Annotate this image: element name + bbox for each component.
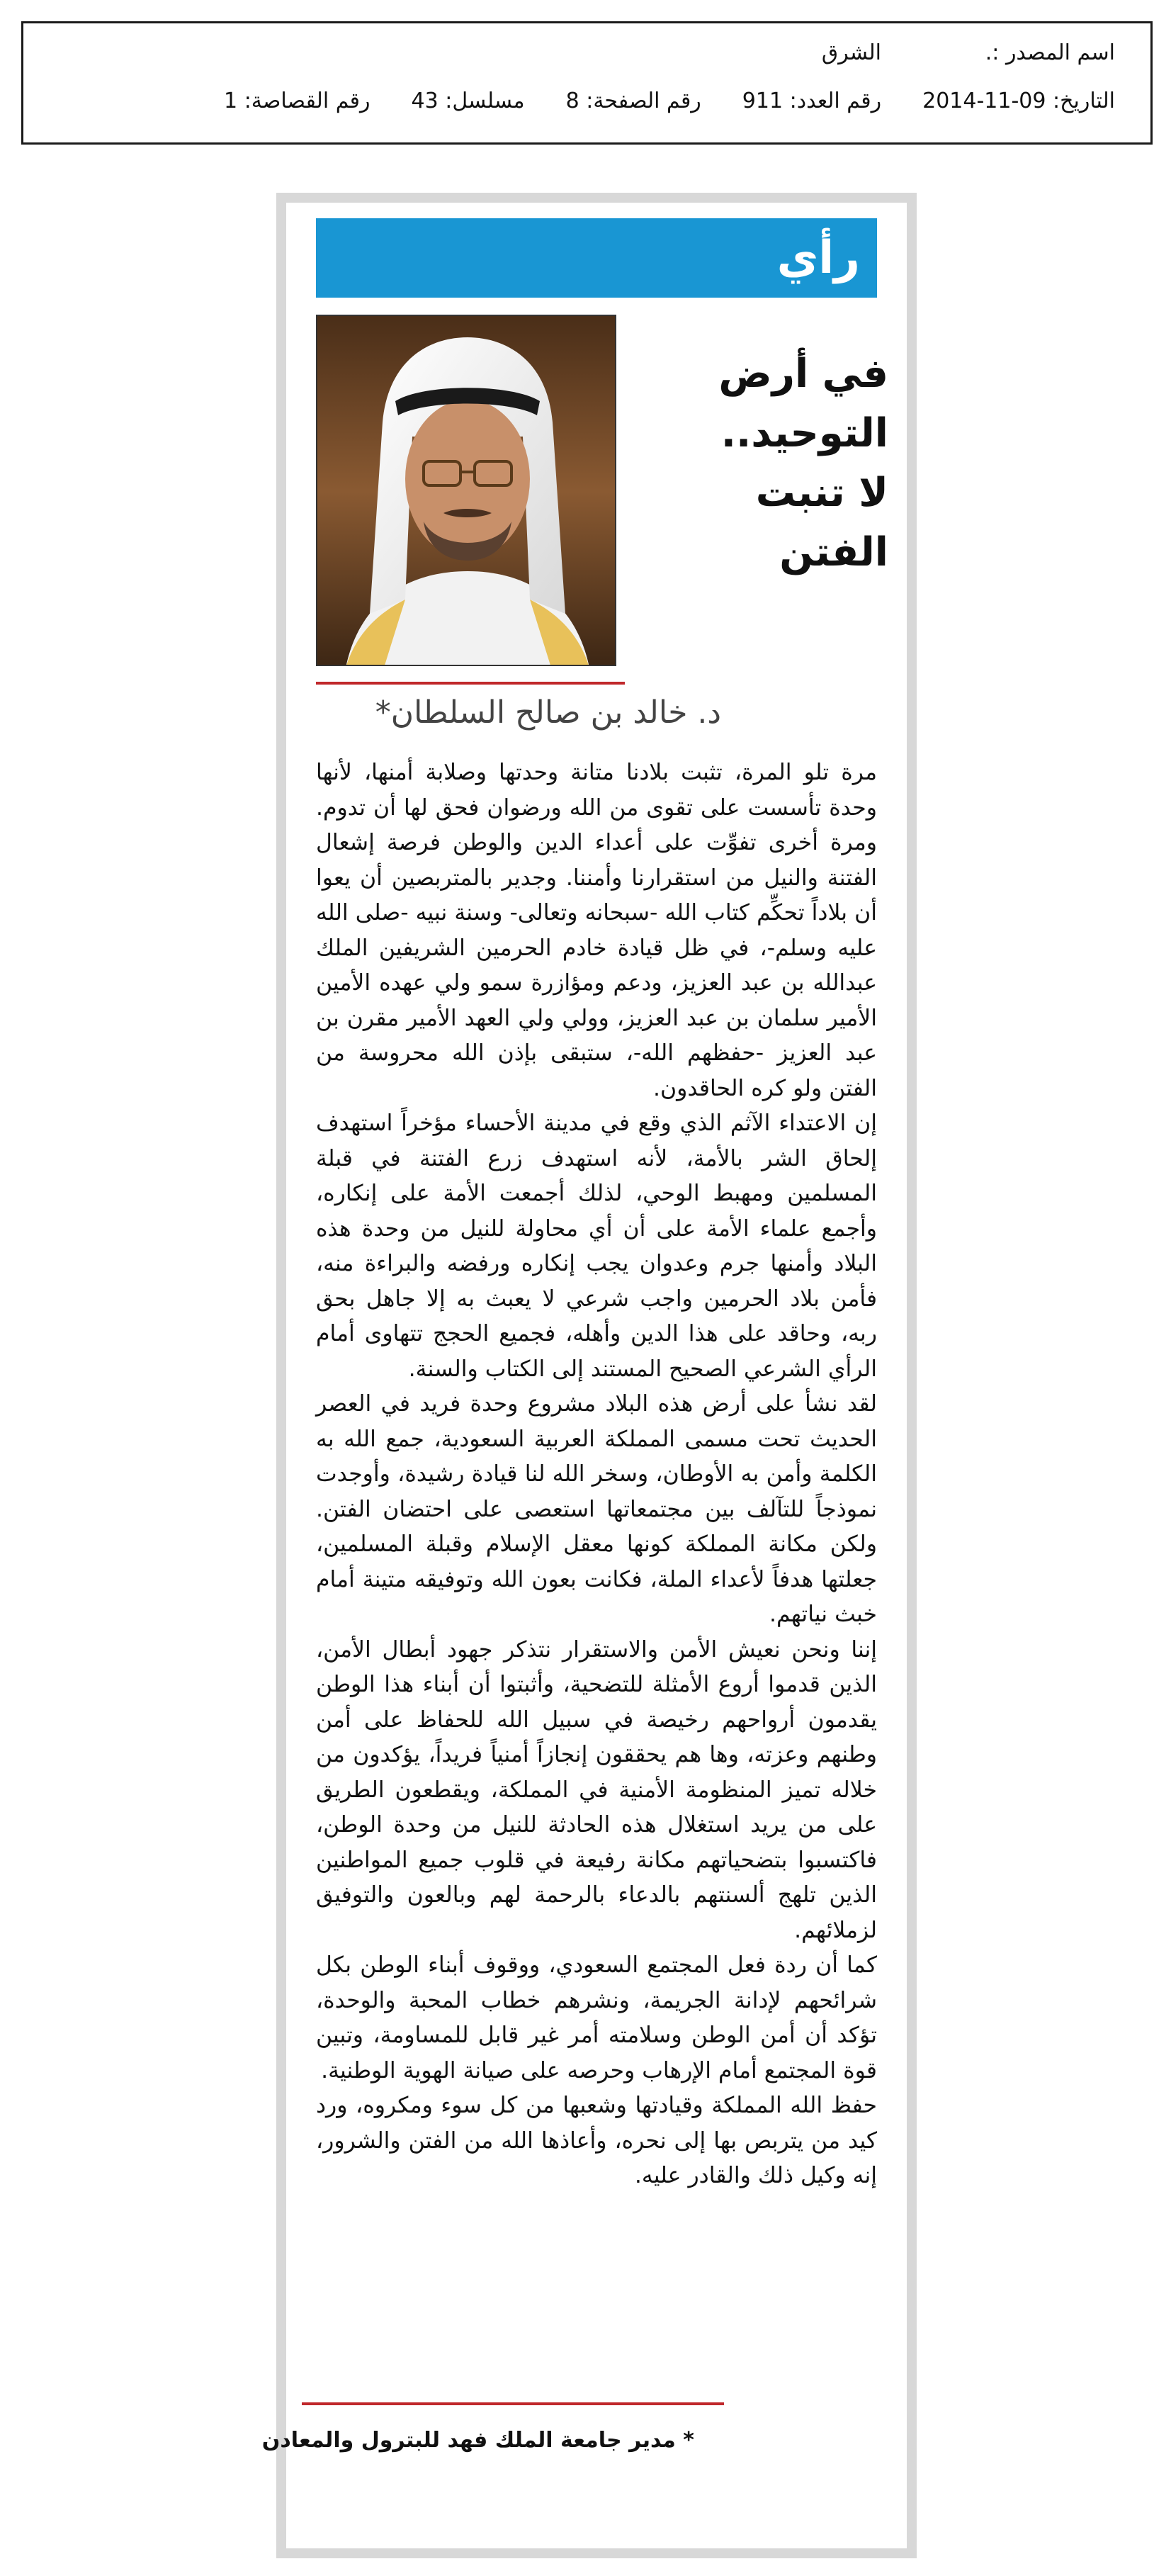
clip-label: رقم القصاصة:	[244, 89, 370, 113]
serial-field	[412, 89, 525, 113]
author-photo	[316, 315, 616, 666]
byline-rule	[316, 682, 625, 685]
body-paragraph: مرة تلو المرة، تثبت بلادنا متانة وحدتها وصلابة أمنها، لأنها وحدة تأسست على تقوى من الله ورضوان فحق لها أن تدوم. ومرة أخرى تفوِّت على أعداء الدين والوطن فرصة إشعال الفتنة والنيل من استقرارنا وأمننا. وجدير بالمتربصين أن يعوا أن بلاداً تحكِّم كتاب الله -سبحانه وتعالى- وسنة نبيه -صلى الله عليه وسلم-، في ظل قيادة خادم الحرمين الشريفين الملك عبدالله بن عبد العزيز، ودعم ومؤازرة سمو ولي عهده الأمين الأمير سلمان بن عبد العزيز، وولي ولي العهد الأمير مقرن بن عبد العزيز -حفظهم الله-، ستبقى بإذن الله محروسة من الفتن ولو كره الحاقدون.	[316, 760, 877, 1101]
headline-line: الفتن	[779, 529, 888, 575]
headline-line: في أرض	[718, 351, 888, 397]
author-portrait-illustration	[317, 316, 616, 666]
article-headline	[633, 344, 888, 583]
source-label: اسم المصدر :.	[985, 40, 1115, 65]
footnote-rule	[302, 2402, 724, 2405]
source-row	[123, 40, 1115, 73]
details-row	[224, 89, 1115, 113]
clip-field	[224, 89, 370, 113]
source-value: الشرق	[821, 40, 881, 65]
issue-value: 911	[742, 89, 784, 113]
body-paragraph: إننا ونحن نعيش الأمن والاستقرار نتذكر جهود أبطال الأمن، الذين قدموا أروع الأمثلة للتضحية، وأثبتوا أن أبناء هذا الوطن يقدمون أرواحهم رخيصة في سبيل الله للحفاظ على أمن وطنهم وعزته، وها هم يحققون إنجازاً أمنياً فريداً، يؤكدون من خلاله تميز المنظومة الأمنية في المملكة، ويقطعون الطريق على من يريد استغلال هذه الحادثة للنيل من وحدة الوطن، فاكتسبوا بتضحياتهم مكانة رفيعة في قلوب جميع المواطنين الذين تلهج ألسنتهم بالدعاء بالرحمة لهم وبالعون والتوفيق لزملائهم.	[316, 1636, 877, 1943]
serial-label: مسلسل:	[445, 89, 525, 113]
clip-value: 1	[224, 89, 238, 113]
headline-line: التوحيد..	[720, 410, 888, 456]
page-field	[566, 89, 701, 113]
headline-line: لا تنبت	[755, 470, 888, 516]
date-label: التاريخ:	[1053, 89, 1115, 113]
section-label: رأي	[776, 232, 860, 284]
page-label: رقم الصفحة:	[586, 89, 701, 113]
article-body	[316, 755, 877, 2194]
author-footnote: * مدير جامعة الملك فهد للبترول والمعادن	[261, 2428, 694, 2453]
issue-field	[742, 89, 881, 113]
issue-label: رقم العدد:	[789, 89, 882, 113]
article-panel	[261, 193, 917, 2558]
body-paragraph: كما أن ردة فعل المجتمع السعودي، ووقوف أبناء الوطن بكل شرائحهم لإدانة الجريمة، ونشرهم خطاب المحبة والوحدة، تؤكد أن أمن الوطن وسلامته أمر غير قابل للمساومة، وتبين قوة المجتمع أمام الإرهاب وحرصه على صيانة الهوية الوطنية.	[316, 1952, 877, 2083]
body-paragraph: إن الاعتداء الآثم الذي وقع في مدينة الأحساء مؤخراً استهدف إلحاق الشر بالأمة، لأنه استهدف زرع الفتنة في قبلة المسلمين ومهبط الوحي، لذلك أجمعت الأمة على إنكاره، وأجمع علماء الأمة على أن أي محاولة للنيل من وحدة هذه البلاد وأمنها جرم وعدوان يجب إنكاره ورفضه والبراءة منه، فأمن بلاد الحرمين واجب شرعي لا يعبث به إلا جاهل بحق ربه، وحاقد على هذا الدين وأهله، فجميع الحجج تتهاوى أمام الرأي الشرعي الصحيح المستند إلى الكتاب والسنة.	[316, 1110, 877, 1382]
body-paragraph: حفظ الله المملكة وقيادتها وشعبها من كل سوء ومكروه، ورد كيد من يتربص بها إلى نحره، وأعاذها الله من الفتن والشرور، إنه وكيل ذلك والقادر عليه.	[316, 2093, 877, 2188]
author-byline: د. خالد بن صالح السلطان*	[375, 694, 721, 731]
section-header	[316, 218, 877, 298]
clipping-metadata-box	[21, 21, 1153, 145]
page-value: 8	[565, 89, 579, 113]
serial-value: 43	[411, 89, 439, 113]
body-paragraph: لقد نشأ على أرض هذه البلاد مشروع وحدة فريد في العصر الحديث تحت مسمى المملكة العربية السعودية، جمع الله به الكلمة وأمن به الأوطان، وسخر الله لنا قيادة رشيدة، وأوجدت نموذجاً للتآلف بين مجتمعاتها استعصى على احتضان الفتن. ولكن مكانة المملكة كونها معقل الإسلام وقبلة المسلمين، جعلتها هدفاً لأعداء الملة، فكانت بعون الله وتوفيقه متينة أمام خبث نياتهم.	[316, 1391, 877, 1627]
article-panel-inner	[261, 203, 907, 2548]
date-field	[922, 89, 1115, 113]
date-value: 2014-11-09	[922, 89, 1046, 113]
